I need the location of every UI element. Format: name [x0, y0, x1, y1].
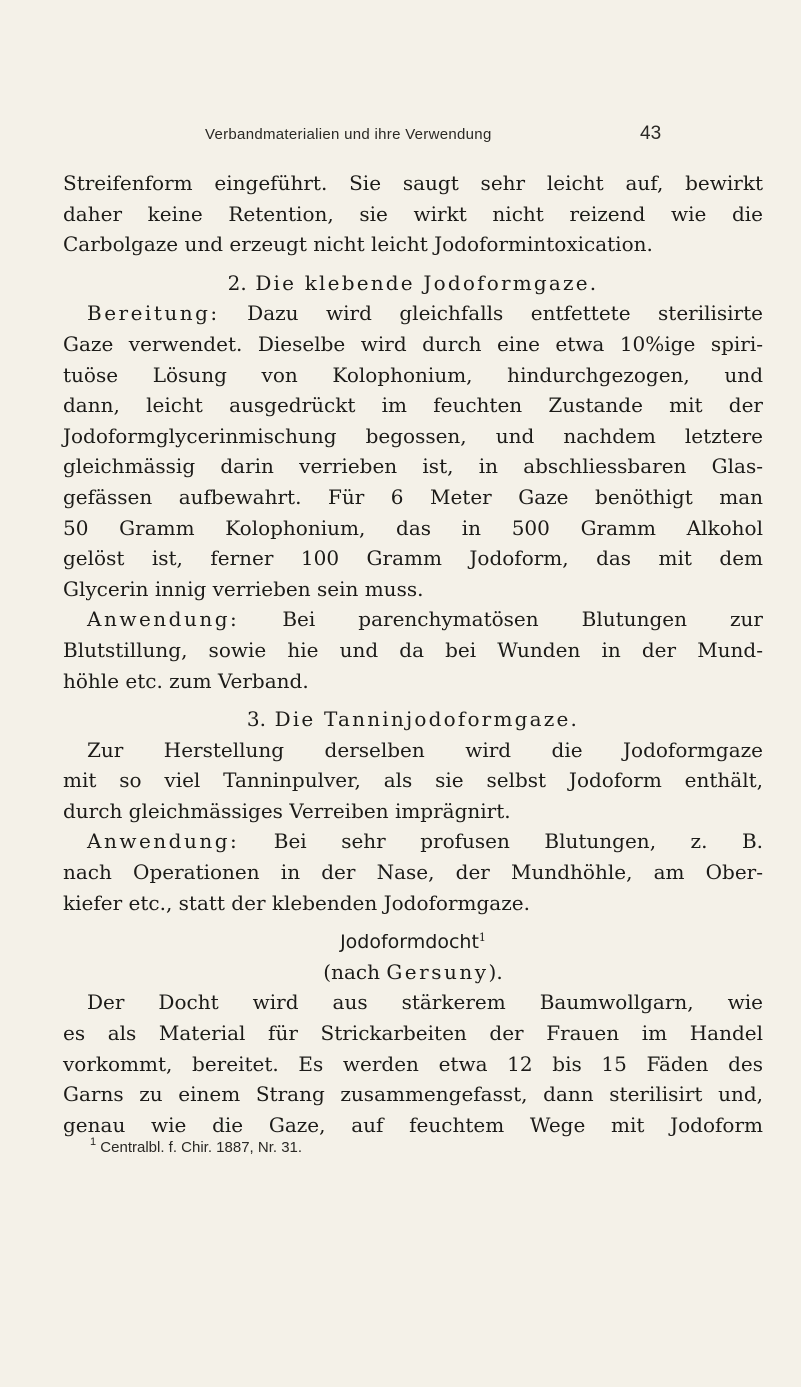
section3 [63, 704, 763, 918]
section-title: Die Tanninjodoformgaze. [274, 707, 580, 732]
text-line: es als Material für Strickarbeiten der Frauen im Handel [63, 1021, 763, 1046]
footnote-text: Centralbl. f. Chir. 1887, Nr. 31. [100, 1139, 303, 1156]
text-line: gefässen aufbewahrt. Für 6 Meter Gaze benöthigt man [63, 484, 763, 509]
page-number: 43 [640, 123, 662, 144]
section-heading [63, 926, 763, 957]
text-line: gleichmässig darin verrieben ist, in abschliessbaren Glas- [63, 454, 763, 479]
text-line: höhle etc. zum Verband. [63, 668, 309, 693]
text-line: durch gleichmässiges Verreiben imprägnirt. [63, 798, 511, 823]
author-name: Gersuny [386, 959, 489, 984]
text-line: Anwendung: Bei sehr profusen Blutungen, z. B. [87, 829, 763, 854]
footnote-marker: 1 [478, 931, 486, 945]
text-line: gelöst ist, ferner 100 Gramm Jodoform, das mit dem [63, 546, 763, 571]
section-title: Jodoformdocht [340, 931, 479, 954]
text-line: Der Docht wird aus stärkerem Baumwollgarn, wie [87, 990, 763, 1015]
paragraph-label: Anwendung: [87, 829, 240, 854]
section-heading [63, 268, 763, 299]
section-title: Die klebende Jodoformgaze. [255, 270, 599, 295]
text-line: 50 Gramm Kolophonium, das in 500 Gramm Alkohol [63, 515, 763, 540]
section4 [63, 926, 763, 1140]
text-line: Streifenform eingeführt. Sie saugt sehr leicht auf, bewirkt [63, 171, 763, 195]
running-head: Verbandmaterialien und ihre Verwendung [205, 126, 492, 143]
text-line: Anwendung: Bei parenchymatösen Blutungen zur [87, 607, 763, 632]
text-line: Zur Herstellung derselben wird die Jodoformgaze [87, 737, 763, 762]
section-number: 2. [227, 270, 247, 295]
text-line: Bereitung: Dazu wird gleichfalls entfettete sterilisirte [87, 301, 763, 326]
text-line: Blutstillung, sowie hie und da bei Wunden in der Mund- [63, 637, 763, 662]
text-line: mit so viel Tanninpulver, als sie selbst Jodoform enthält, [63, 768, 763, 793]
text-line: nach Operationen in der Nase, der Mundhöhle, am Ober- [63, 860, 763, 885]
text-line: kiefer etc., statt der klebenden Jodoformgaze. [63, 890, 530, 915]
text-line: Glycerin innig verrieben sein muss. [63, 576, 424, 601]
text-line: daher keine Retention, sie wirkt nicht reizend wie die [63, 201, 763, 226]
text-line: tuöse Lösung von Kolophonium, hindurchgezogen, und [63, 362, 763, 387]
section-heading [63, 704, 763, 735]
text-line: Carbolgaze und erzeugt nicht leicht Jodoformintoxication. [63, 232, 653, 257]
section-subtitle: (nach Gersuny). [323, 959, 503, 984]
section2 [63, 268, 763, 696]
text-line: dann, leicht ausgedrückt im feuchten Zustande mit der [63, 393, 763, 418]
section1-tail [63, 168, 763, 260]
paragraph-label: Bereitung: [87, 301, 220, 326]
text-line: genau wie die Gaze, auf feuchtem Wege mit Jodoform [63, 1112, 763, 1137]
page-header [0, 123, 801, 156]
paragraph-label: Anwendung: [87, 607, 240, 632]
footnote-marker: 1 [90, 1136, 97, 1148]
text-line: Jodoformglycerinmischung begossen, und nachdem letztere [63, 423, 763, 448]
text-line: Gaze verwendet. Dieselbe wird durch eine etwa 10%ige spiri- [63, 331, 763, 356]
text-line: vorkommt, bereitet. Es werden etwa 12 bis 15 Fäden des [63, 1051, 763, 1076]
section-number: 3. [246, 707, 267, 732]
text-line: Garns zu einem Strang zusammengefasst, dann sterilisirt und, [63, 1082, 763, 1107]
body-text [63, 168, 763, 1140]
footnote [90, 1136, 303, 1156]
